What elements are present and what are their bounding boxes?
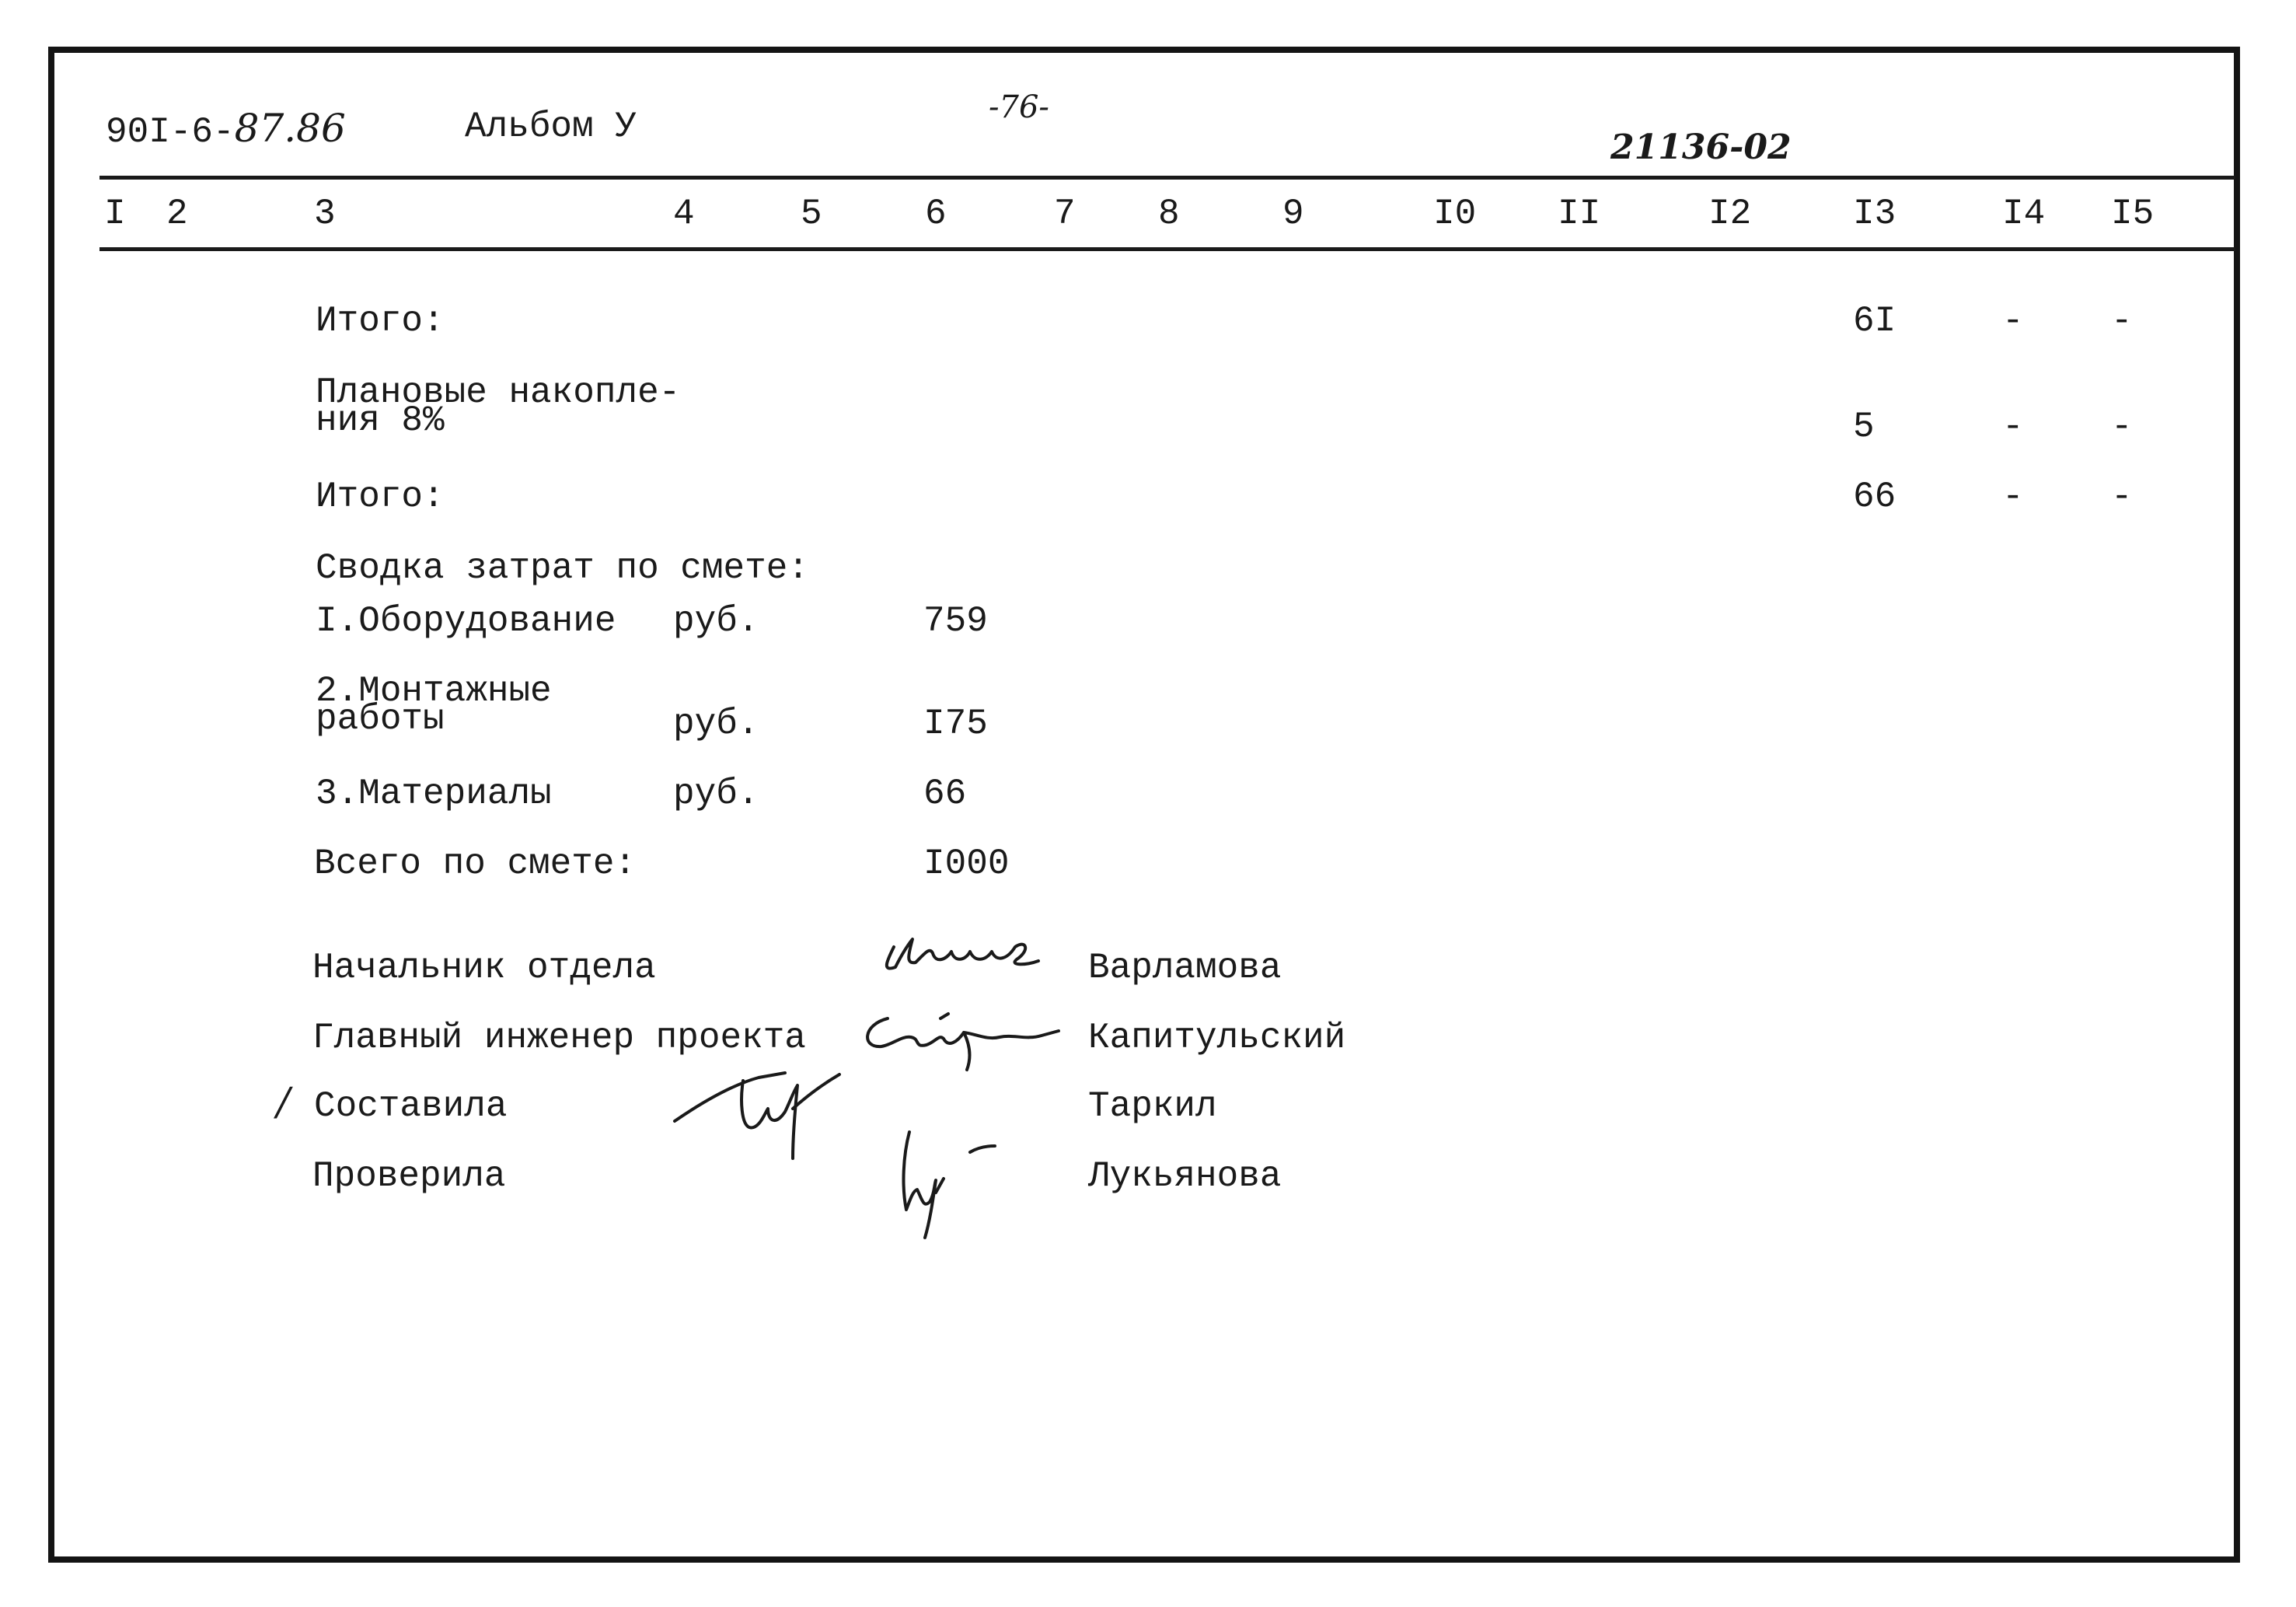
column-header: 2 — [166, 194, 188, 234]
margin-mark: / — [277, 1079, 290, 1124]
signature-name: Таркил — [1088, 1086, 1217, 1127]
handwritten-signature-checker — [886, 1124, 1042, 1241]
row-label: Итого: — [316, 477, 445, 517]
signature-role: Составила — [314, 1086, 508, 1127]
summary-item-unit: руб. — [673, 601, 759, 641]
header-rule-bottom — [99, 247, 2235, 251]
document-designation: 90I-6-87.86 — [106, 106, 346, 152]
signature-role: Проверила — [312, 1156, 506, 1197]
row-value-col13: 66 — [1853, 477, 1896, 517]
column-header: 9 — [1282, 194, 1304, 234]
row-value-col14: - — [2002, 407, 2024, 447]
column-header: 7 — [1054, 194, 1076, 234]
row-value-col15: - — [2111, 477, 2133, 517]
column-header: 3 — [314, 194, 336, 234]
summary-item-value: I75 — [923, 704, 988, 744]
summary-total-label: Всего по смете: — [314, 844, 637, 884]
header-rule-top — [99, 176, 2235, 180]
column-header: 6 — [925, 194, 947, 234]
summary-item-label: I.Оборудование — [316, 601, 616, 641]
column-header: I4 — [2002, 194, 2046, 234]
summary-item-value: 759 — [923, 601, 988, 641]
column-header: I3 — [1853, 194, 1896, 234]
handwritten-signature-department-head — [878, 916, 1057, 986]
row-value-col13: 5 — [1853, 407, 1875, 447]
row-label: Итого: — [316, 301, 445, 341]
column-header: 5 — [801, 194, 822, 234]
column-header: I2 — [1708, 194, 1752, 234]
column-header: I0 — [1433, 194, 1477, 234]
summary-item-label: 2.Монтажные работы — [316, 671, 552, 739]
column-header: II — [1558, 194, 1601, 234]
signature-role: Главный инженер проекта — [312, 1018, 806, 1058]
album-label: Альбом У — [465, 107, 637, 147]
signature-name: Капитульский — [1088, 1018, 1346, 1058]
summary-item-unit: руб. — [673, 704, 759, 744]
row-value-col14: - — [2002, 301, 2024, 341]
summary-title: Сводка затрат по смете: — [316, 548, 809, 589]
column-header: I5 — [2111, 194, 2155, 234]
signature-name: Лукьянова — [1088, 1156, 1282, 1197]
handwritten-signature-chief-engineer — [855, 1003, 1073, 1073]
summary-item-label: 3.Материалы — [316, 774, 552, 814]
row-label: Плановые накопле- ния 8% — [316, 372, 681, 441]
row-value-col14: - — [2002, 477, 2024, 517]
column-header: 8 — [1158, 194, 1180, 234]
row-value-col15: - — [2111, 407, 2133, 447]
row-value-col13: 6I — [1853, 301, 1896, 341]
signature-name: Варламова — [1088, 948, 1282, 988]
summary-item-unit: руб. — [673, 774, 759, 814]
signature-role: Начальник отдела — [312, 948, 656, 988]
column-header: 4 — [673, 194, 695, 234]
summary-total-value: I000 — [923, 844, 1010, 884]
summary-item-value: 66 — [923, 774, 967, 814]
handwritten-signature-compiler — [668, 1062, 871, 1163]
column-header: I — [104, 194, 126, 234]
page-number: -76- — [989, 89, 1049, 125]
row-value-col15: - — [2111, 301, 2133, 341]
registration-number: 21136-02 — [1610, 128, 1792, 167]
